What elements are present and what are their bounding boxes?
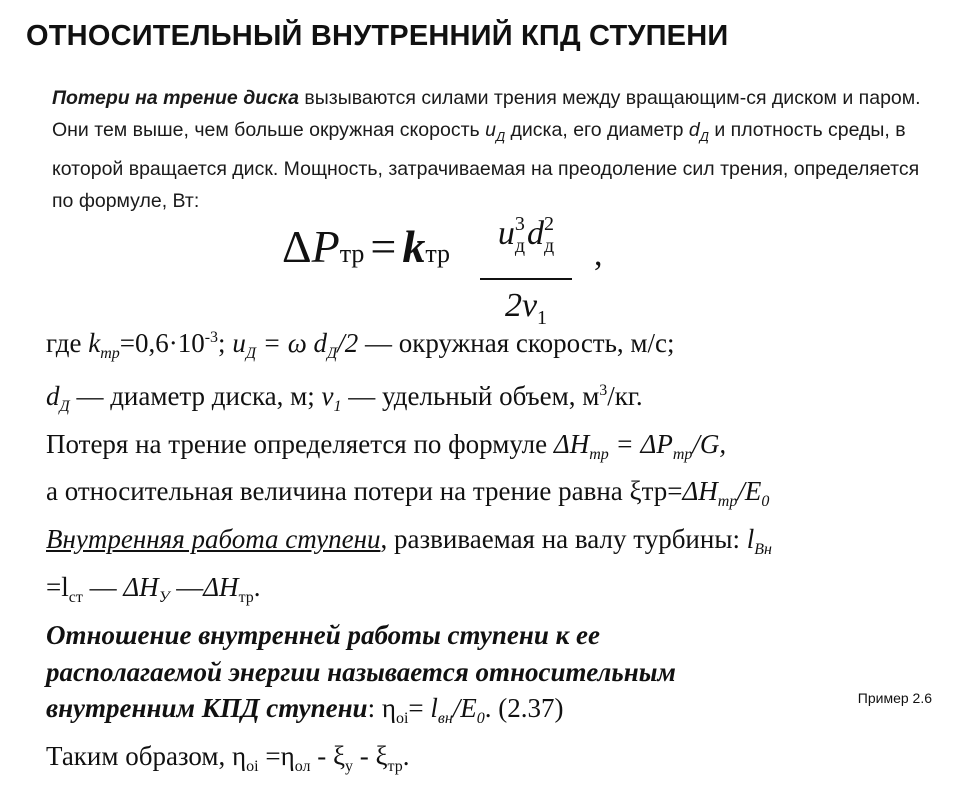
l1-a: где xyxy=(46,328,89,358)
line-9 xyxy=(46,690,946,738)
line-5 xyxy=(46,521,946,569)
formula-comma: , xyxy=(594,236,603,273)
l2-a: — диаметр диска, м; xyxy=(69,380,322,411)
formula-lhs xyxy=(282,220,450,273)
formula-delta: Δ xyxy=(282,221,312,272)
den-text: 2v xyxy=(504,287,538,324)
line-3 xyxy=(46,426,946,474)
l3-a: Потеря на трение определяется по формуле xyxy=(46,428,554,459)
l6-f: . xyxy=(253,571,261,602)
l4-c-sub: 0 xyxy=(761,493,770,511)
formula-P-sub: тр xyxy=(339,239,365,268)
l3-b-sub: тр xyxy=(589,445,609,463)
l2-v: v xyxy=(321,380,334,411)
l2-b: — удельный объем, м xyxy=(341,380,600,411)
num-d-sup: 2 xyxy=(544,213,554,235)
num-u-sup: 3 xyxy=(514,213,525,235)
line-2 xyxy=(46,373,946,426)
l3-c: = ΔP xyxy=(608,428,673,459)
l6-e-sub: тр xyxy=(238,588,254,606)
symbol-d-sub: Д xyxy=(699,129,709,144)
l10-c-sub: у xyxy=(345,758,354,776)
explanation-block xyxy=(46,320,946,786)
l2-sup: 3 xyxy=(599,381,608,399)
l1-u-sub: Д xyxy=(245,345,256,362)
formula-fraction xyxy=(478,200,574,340)
line-1 xyxy=(46,320,946,373)
l9-a: внутренним КПД ступени xyxy=(46,693,368,724)
symbol-u: u xyxy=(485,119,496,141)
symbol-d: d xyxy=(688,119,700,141)
l6-a: =l xyxy=(46,571,69,602)
l10-b: =η xyxy=(258,741,295,772)
l6-a-sub: ст xyxy=(68,588,83,606)
paragraph-text-3: и плотность среды, в которой вращается диск. Мощность, затрачиваемая на преодоление сил трения, определяется по формуле, Вт: xyxy=(52,119,920,212)
l10-b-sub: ол xyxy=(294,758,311,776)
l1-exp: -3 xyxy=(204,329,219,346)
symbol-u-sub: Д xyxy=(495,129,506,144)
l2-v-sub: 1 xyxy=(333,397,342,415)
formula-numerator xyxy=(478,200,574,270)
l1-k-sub: тр xyxy=(100,345,120,362)
formula-equals: = xyxy=(370,221,397,272)
l9-d: l xyxy=(430,693,438,724)
formula-k: k xyxy=(402,221,426,272)
num-u: u xyxy=(497,215,515,252)
paragraph-text-2: диска, его диаметр xyxy=(505,119,689,141)
l1-d-sub: Д xyxy=(327,345,338,362)
l1-u: u xyxy=(232,328,246,358)
l1-d: = ω d xyxy=(256,328,328,358)
formula-k-sub: тр xyxy=(425,239,451,268)
l1-e: /2 xyxy=(337,328,359,358)
example-label: Пример 2.6 xyxy=(857,690,932,706)
fraction-bar xyxy=(480,278,572,280)
num-u-sub: д xyxy=(514,235,525,257)
l10-e: . xyxy=(402,741,410,772)
num-d-sub: д xyxy=(544,235,555,257)
l9-e: /E xyxy=(452,693,477,724)
intro-paragraph xyxy=(52,82,922,217)
line-6 xyxy=(46,569,946,617)
l6-c: ΔH xyxy=(123,571,159,602)
l3-d: /G, xyxy=(692,428,727,459)
l3-c-sub: тр xyxy=(672,445,693,463)
l2-d-sub: Д xyxy=(59,397,70,415)
l6-b: — xyxy=(82,571,124,602)
l9-f: . (2.37) xyxy=(484,693,564,724)
l5-b: , развиваемая на валу турбины: xyxy=(380,524,747,555)
l9-e-sub: 0 xyxy=(476,710,485,728)
l6-c-sub: У xyxy=(158,588,170,606)
l10-c: - ξ xyxy=(310,741,346,772)
num-d: d xyxy=(527,215,544,252)
l5-c: l xyxy=(746,524,755,555)
l4-c: /E xyxy=(737,476,762,507)
l10-a-sub: oi xyxy=(246,758,259,776)
l5-c-sub: Вн xyxy=(754,541,772,559)
l10-d-sub: тр xyxy=(387,758,403,776)
friction-power-formula xyxy=(282,200,642,329)
l4-b-sub: тр xyxy=(717,493,738,511)
l1-k: k xyxy=(88,328,101,358)
l1-b: =0,6·10 xyxy=(119,328,205,358)
line-8: располагаемой энергии называется относительным xyxy=(46,656,676,687)
l6-e: ΔH xyxy=(203,571,239,602)
l9-b: : η xyxy=(367,693,396,724)
paragraph-text-1: вызываются силами трения между вращающим-ся диском и паром. Они тем выше, чем больше окружная скорость xyxy=(52,87,921,141)
l2-d: d xyxy=(46,380,60,411)
l9-c: = xyxy=(408,693,431,724)
formula-P: P xyxy=(311,221,340,272)
l10-d: - ξ xyxy=(353,741,388,772)
l9-b-sub: oi xyxy=(395,710,409,728)
page-title: ОТНОСИТЕЛЬНЫЙ ВНУТРЕННИЙ КПД СТУПЕНИ xyxy=(26,20,729,52)
line-7: Отношение внутренней работы ступени к ее xyxy=(46,619,601,650)
line-4 xyxy=(46,473,946,521)
l9-d-sub: вн xyxy=(437,710,453,728)
l4-a: а относительная величина потери на трение равна ξтр= xyxy=(46,476,683,507)
l6-d: — xyxy=(169,571,204,602)
l5-a: Внутренняя работа ступени xyxy=(46,524,381,555)
l2-c: /кг. xyxy=(607,380,643,411)
l1-c: ; xyxy=(218,328,233,358)
l10-a: Таким образом, η xyxy=(46,741,247,772)
l4-b: ΔH xyxy=(682,476,718,507)
l3-b: ΔH xyxy=(553,428,590,459)
paragraph-lead: Потери на трение диска xyxy=(52,87,299,109)
l1-f: — окружная скорость, м/с; xyxy=(358,328,675,358)
den-sub: 1 xyxy=(537,307,548,329)
line-10 xyxy=(46,738,946,786)
